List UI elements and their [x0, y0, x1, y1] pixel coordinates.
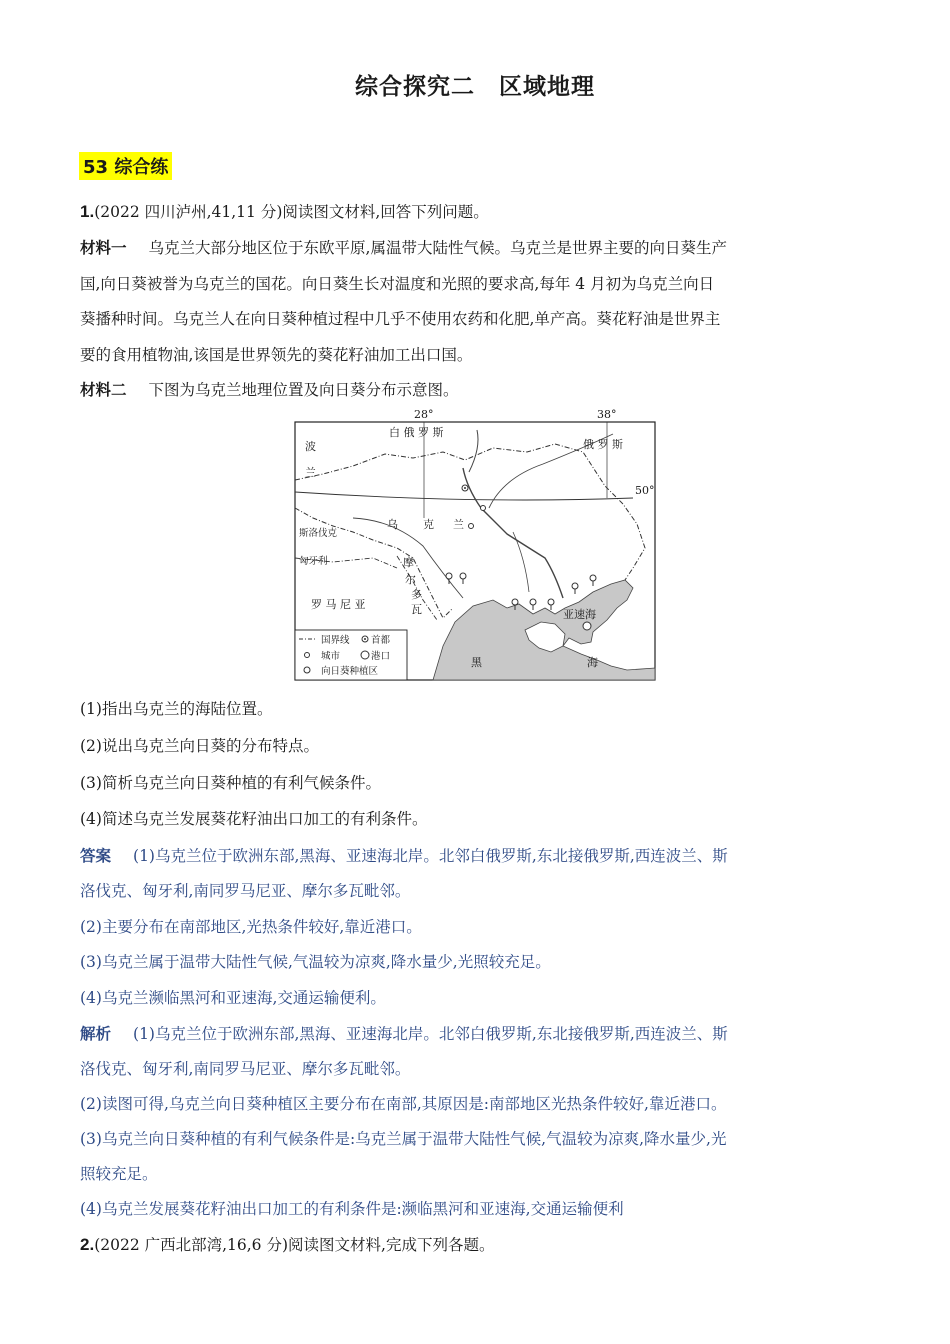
question-3: (3)简析乌克兰向日葵种植的有利气候条件。: [80, 774, 381, 792]
city-icon: [481, 506, 486, 511]
answer-line-2: 洛伐克、匈牙利,南同罗马尼亚、摩尔多瓦毗邻。: [80, 882, 411, 900]
capital-dot-icon: [464, 487, 466, 489]
material1-line-2: 国,向日葵被誉为乌克兰的国花。向日葵生长对温度和光照的要求高,每年 4 月初为乌克兰向日: [80, 275, 715, 293]
answer-line-3: (2)主要分布在南部地区,光热条件较好,靠近港口。: [80, 918, 422, 936]
question-1: (1)指出乌克兰的海陆位置。: [80, 700, 273, 718]
analysis-line-5: 照较充足。: [80, 1165, 158, 1183]
material1-text: 乌克兰大部分地区位于东欧平原,属温带大陆性气候。乌克兰是世界主要的向日葵生产: [148, 239, 727, 257]
q1-header: [80, 200, 489, 222]
page-title: 综合探究二 区域地理: [355, 74, 595, 100]
material1-label: 材料一: [80, 239, 127, 257]
section-tag: 53 综合练: [79, 152, 172, 180]
material2-label: 材料二: [80, 381, 127, 399]
lon-28-label: 28°: [414, 408, 434, 421]
legend-capital-label: 首都: [371, 635, 391, 646]
azov-sea-label: 亚速海: [563, 608, 596, 621]
analysis-line-2: 洛伐克、匈牙利,南同罗马尼亚、摩尔多瓦毗邻。: [80, 1060, 411, 1078]
question-4: (4)简述乌克兰发展葵花籽油出口加工的有利条件。: [80, 810, 428, 828]
material1-line-1: [80, 236, 727, 258]
legend-port-label: 港口: [371, 651, 391, 662]
q2-header: [80, 1233, 494, 1255]
moldova-label-1: 摩: [403, 556, 414, 569]
material2-text: 下图为乌克兰地理位置及向日葵分布示意图。: [148, 381, 459, 399]
legend-sunflower-label: 向日葵种植区: [321, 666, 379, 677]
moldova-label-3: 多: [411, 588, 422, 601]
q2-source: (2022 广西北部湾,16,6 分)阅读图文材料,完成下列各题。: [94, 1236, 495, 1254]
belarus-label: 白 俄 罗 斯: [389, 426, 444, 439]
analysis-line-3: (2)读图可得,乌克兰向日葵种植区主要分布在南部,其原因是:南部地区光热条件较好,靠近港口。: [80, 1095, 727, 1113]
hungary-label: 匈牙利: [299, 556, 328, 567]
analysis-text: (1)乌克兰位于欧洲东部,黑海、亚速海北岸。北邻白俄罗斯,东北接俄罗斯,西连波兰、斯: [133, 1025, 728, 1043]
q1-number: 1.: [80, 202, 95, 221]
moldova-label-4: 瓦: [411, 603, 422, 616]
answer-label: 答案: [80, 847, 112, 865]
slovakia-label: 斯洛伐克: [299, 528, 338, 539]
analysis-line-4: (3)乌克兰向日葵种植的有利气候条件是:乌克兰属于温带大陆性气候,气温较为凉爽,降水量少,光: [80, 1130, 727, 1148]
poland-label-1: 波: [305, 440, 316, 453]
map-legend: [295, 630, 407, 680]
city-icon: [469, 524, 474, 529]
answer-line-4: (3)乌克兰属于温带大陆性气候,气温较为凉爽,降水量少,光照较充足。: [80, 953, 551, 971]
analysis-line-6: (4)乌克兰发展葵花籽油出口加工的有利条件是:濒临黑河和亚速海,交通运输便利: [80, 1200, 624, 1218]
legend-city-icon: [305, 653, 310, 658]
ukraine-label-3: 兰: [453, 518, 464, 531]
legend-city-label: 城市: [321, 651, 341, 662]
material1-line-3: 葵播种时间。乌克兰人在向日葵种植过程中几乎不使用农药和化肥,单产高。葵花籽油是世界主: [80, 310, 721, 328]
russia-label: 俄 罗 斯: [583, 438, 623, 451]
answer-line-5: (4)乌克兰濒临黑河和亚速海,交通运输便利。: [80, 989, 386, 1007]
answer-text: (1)乌克兰位于欧洲东部,黑海、亚速海北岸。北邻白俄罗斯,东北接俄罗斯,西连波兰、斯: [133, 847, 728, 865]
material2-line: [80, 378, 459, 400]
ukraine-map-svg: [293, 408, 657, 683]
lat-50-label: 50°: [635, 484, 655, 497]
ukraine-map: [293, 408, 657, 683]
legend-border-label: 国界线: [321, 635, 350, 646]
q1-source: (2022 四川泸州,41,11 分)阅读图文材料,回答下列问题。: [94, 203, 489, 221]
black-sea-label-2: 海: [587, 656, 598, 669]
analysis-line-1: [80, 1022, 728, 1044]
moldova-label-2: 尔: [405, 573, 416, 586]
ukraine-label-2: 克: [423, 518, 434, 531]
port-icon: [583, 622, 591, 630]
q2-number: 2.: [80, 1235, 95, 1254]
black-sea-label-1: 黑: [471, 656, 482, 669]
legend-sunflower-icon: [304, 667, 310, 673]
legend-capital-dot-icon: [364, 638, 366, 640]
poland-label-2: 兰: [305, 466, 316, 479]
lon-38-label: 38°: [597, 408, 617, 421]
legend-port-icon: [361, 651, 369, 659]
answer-line-1: [80, 844, 728, 866]
romania-label: 罗 马 尼 亚: [311, 598, 366, 611]
question-2: (2)说出乌克兰向日葵的分布特点。: [80, 737, 319, 755]
material1-line-4: 要的食用植物油,该国是世界领先的葵花籽油加工出口国。: [80, 346, 473, 364]
ukraine-label-1: 乌: [387, 518, 398, 531]
analysis-label: 解析: [80, 1025, 112, 1043]
